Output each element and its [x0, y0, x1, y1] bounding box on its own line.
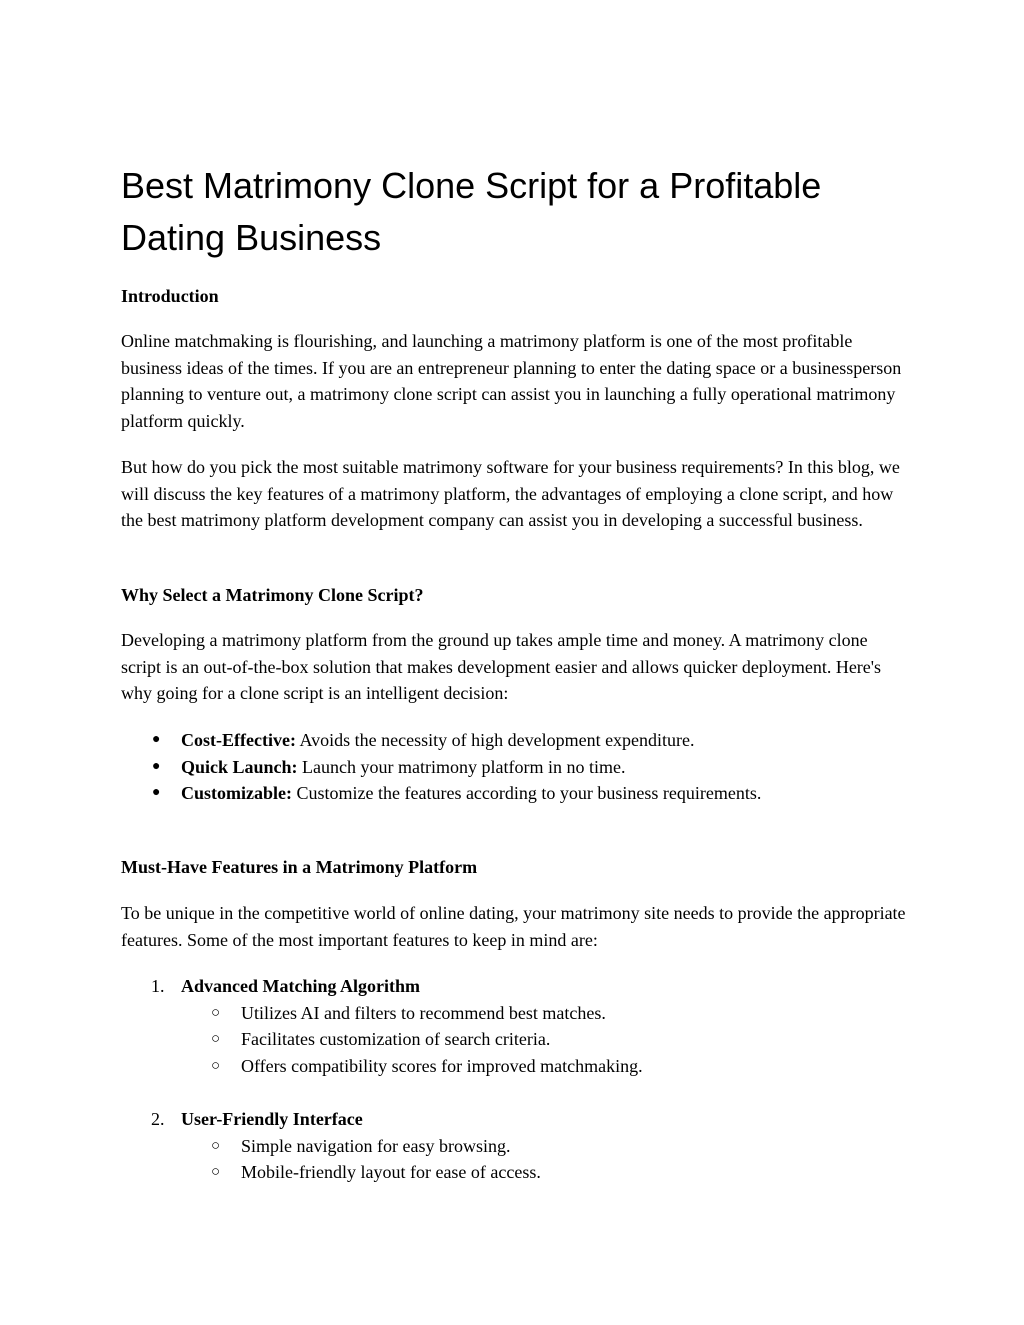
bullet-icon: ● — [152, 785, 161, 801]
feature-number: 2. — [151, 1109, 165, 1129]
benefit-text: Customize the features according to your business requirements. — [292, 783, 762, 804]
circle-bullet-icon: ○ — [211, 1004, 221, 1021]
introduction-paragraph-2: But how do you pick the most suitable matrimony software for your business requirements? In this blog, we will discuss the key features of a matrimony platform, the advantages of employing a clone script, and how the best matrimony platform development company can assist you in developing a successful business. — [121, 457, 900, 531]
feature-title: User-Friendly Interface — [181, 1109, 363, 1129]
feature-title-row — [121, 1106, 911, 1133]
feature-point-text: Utilizes AI and filters to recommend best matches. — [241, 1002, 606, 1023]
feature-point — [121, 1159, 911, 1186]
circle-bullet-icon: ○ — [211, 1057, 221, 1074]
feature-point — [121, 1000, 911, 1027]
circle-bullet-icon: ○ — [211, 1031, 221, 1048]
benefit-label: Customizable: — [181, 783, 292, 804]
list-item — [121, 780, 761, 807]
feature-item-1 — [121, 973, 911, 1079]
feature-title: Advanced Matching Algorithm — [181, 976, 421, 996]
feature-point-text: Facilitates customization of search criteria. — [241, 1029, 551, 1050]
feature-point — [121, 1133, 911, 1160]
why-select-paragraph: Developing a matrimony platform from the ground up takes ample time and money. A matrimony clone script is an out-of-the-box solution that makes development easier and allows quicker deployment. Here's why going for a clone script is an intelligent decision: — [121, 630, 882, 704]
document-title: Best Matrimony Clone Script for a Profitable Dating Business — [121, 165, 822, 258]
feature-point-text: Mobile-friendly layout for ease of access. — [241, 1162, 541, 1183]
benefits-list — [121, 727, 761, 807]
circle-bullet-icon: ○ — [211, 1164, 221, 1181]
introduction-paragraph-1: Online matchmaking is flourishing, and launching a matrimony platform is one of the most profitable business ideas of the times. If you are an entrepreneur planning to enter the dating space or a businessperson planning to venture out, a matrimony clone script can assist you in launching a fully operational matrimony platform quickly. — [121, 331, 902, 431]
feature-point — [121, 1053, 911, 1080]
feature-item-2 — [121, 1106, 911, 1186]
benefit-text: Launch your matrimony platform in no time. — [297, 756, 626, 777]
bullet-icon: ● — [152, 758, 161, 774]
bullet-icon: ● — [152, 732, 161, 747]
benefit-text: Avoids the necessity of high development expenditure. — [295, 730, 695, 750]
why-select-heading: Why Select a Matrimony Clone Script? — [121, 585, 424, 605]
circle-bullet-icon: ○ — [211, 1137, 221, 1154]
list-item — [121, 754, 761, 781]
feature-number: 1. — [151, 976, 165, 996]
introduction-heading: Introduction — [121, 286, 219, 306]
benefit-label: Cost-Effective: — [181, 730, 296, 750]
feature-point-text: Offers compatibility scores for improved matchmaking. — [241, 1055, 643, 1076]
must-have-heading: Must-Have Features in a Matrimony Platform — [121, 857, 478, 877]
feature-title-row — [121, 973, 911, 1000]
list-item — [121, 727, 761, 754]
feature-point — [121, 1026, 911, 1053]
must-have-paragraph: To be unique in the competitive world of online dating, your matrimony site needs to provide the appropriate features. Some of the most important features to keep in mind are: — [121, 903, 906, 950]
feature-point-text: Simple navigation for easy browsing. — [241, 1135, 511, 1156]
benefit-label: Quick Launch: — [181, 756, 298, 777]
